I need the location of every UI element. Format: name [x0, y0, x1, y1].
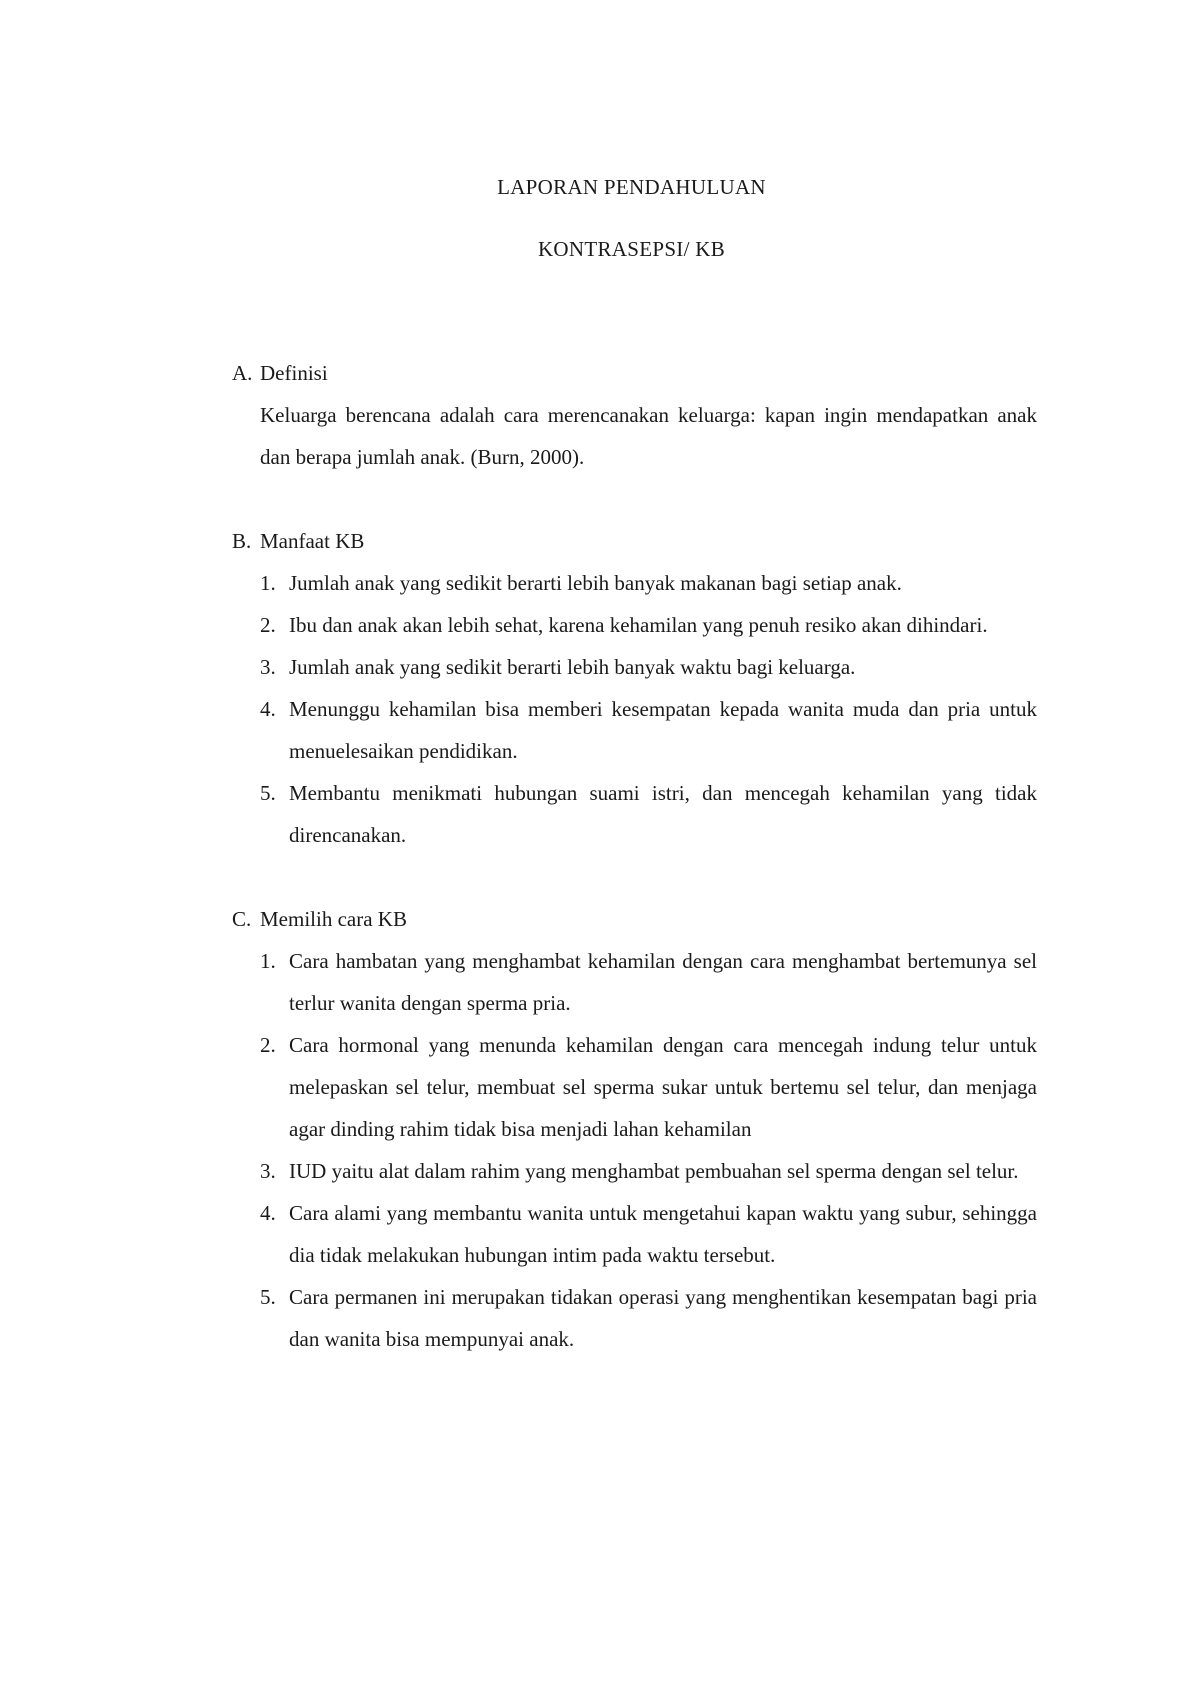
list-item-text: Cara alami yang membantu wanita untuk mengetahui kapan waktu yang subur, sehingga dia tidak melakukan hubungan intim pada waktu tersebut. [289, 1201, 1037, 1267]
list-item-text: IUD yaitu alat dalam rahim yang menghambat pembuahan sel sperma dengan sel telur. [289, 1159, 1019, 1183]
section-a-paragraph: Keluarga berencana adalah cara merencanakan keluarga: kapan ingin mendapatkan anak dan berapa jumlah anak. (Burn, 2000). [260, 403, 1037, 469]
list-item [260, 646, 1037, 688]
list-item-text: Cara hormonal yang menunda kehamilan dengan cara mencegah indung telur untuk melepaskan sel telur, membuat sel sperma sukar untuk bertemu sel telur, dan menjaga agar dinding rahim tidak bisa menjadi lahan kehamilan [289, 1033, 1037, 1141]
section-b-list [260, 562, 1037, 856]
list-item-number: 3. [260, 1159, 276, 1183]
list-item-number: 1. [260, 949, 276, 973]
section-b-heading [232, 520, 1037, 562]
list-item [260, 688, 1037, 772]
document-title: LAPORAN PENDAHULUAN [497, 175, 766, 199]
list-item-text: Cara permanen ini merupakan tidakan operasi yang menghentikan kesempatan bagi pria dan wanita bisa mempunyai anak. [289, 1285, 1037, 1351]
spacer [232, 478, 1037, 520]
list-item [260, 772, 1037, 856]
section-c-letter: C. [232, 907, 252, 931]
document-subtitle: KONTRASEPSI/ KB [537, 237, 726, 261]
spacer [232, 856, 1037, 898]
list-item-number: 2. [260, 1033, 276, 1057]
list-item-text: Jumlah anak yang sedikit berarti lebih banyak waktu bagi keluarga. [289, 655, 856, 679]
list-item-number: 1. [260, 571, 276, 595]
list-item-text: Membantu menikmati hubungan suami istri, dan mencegah kehamilan yang tidak direncanakan. [289, 781, 1037, 847]
section-a-heading [232, 352, 1037, 394]
list-item-number: 3. [260, 655, 276, 679]
list-item-text: Ibu dan anak akan lebih sehat, karena kehamilan yang penuh resiko akan dihindari. [289, 613, 988, 637]
list-item [260, 940, 1037, 1024]
section-c-title: Memilih cara KB [260, 907, 407, 931]
section-a-title: Definisi [260, 361, 328, 385]
list-item-number: 5. [260, 1285, 276, 1309]
list-item [260, 1192, 1037, 1276]
list-item-text: Jumlah anak yang sedikit berarti lebih banyak makanan bagi setiap anak. [289, 571, 902, 595]
list-item [260, 562, 1037, 604]
list-item [260, 1150, 1037, 1192]
section-a-letter: A. [232, 361, 253, 385]
list-item [260, 1024, 1037, 1150]
list-item-number: 4. [260, 697, 276, 721]
section-b-letter: B. [232, 529, 252, 553]
list-item [260, 604, 1037, 646]
list-item-number: 2. [260, 613, 276, 637]
list-item-number: 5. [260, 781, 276, 805]
list-item-text: Menunggu kehamilan bisa memberi kesempatan kepada wanita muda dan pria untuk menuelesaikan pendidikan. [289, 697, 1037, 763]
list-item-text: Cara hambatan yang menghambat kehamilan dengan cara menghambat bertemunya sel terlur wanita dengan sperma pria. [289, 949, 1037, 1015]
list-item-number: 4. [260, 1201, 276, 1225]
document-content [232, 352, 1037, 1360]
section-c-list [260, 940, 1037, 1360]
section-b-title: Manfaat KB [260, 529, 365, 553]
section-c-heading [232, 898, 1037, 940]
list-item [260, 1276, 1037, 1360]
